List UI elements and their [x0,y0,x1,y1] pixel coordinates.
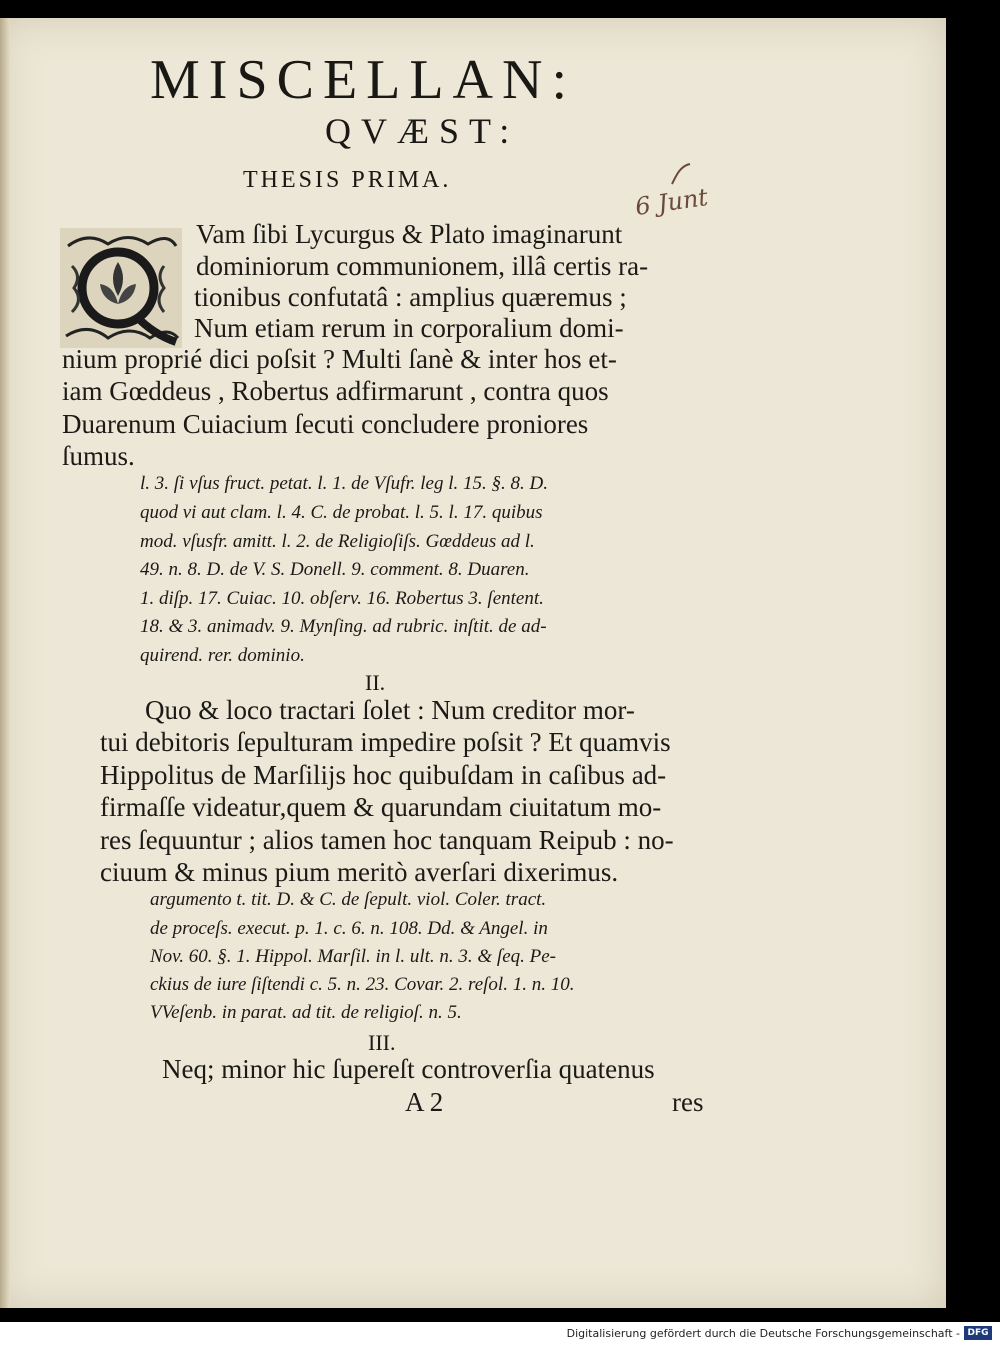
signature-mark: A 2 [405,1087,444,1117]
section-number: II. [365,670,386,695]
body-line: dominiorum communionem, illâ certis ra- [196,251,649,281]
citation-line: quirend. rer. dominio. [140,645,305,666]
body-line: ciuum & minus pium meritò averſari dixerimus. [100,857,619,887]
thesis-heading: THESIS PRIMA. [243,167,452,193]
body-line: tui debitoris ſepulturam impedire poſsit ? Et quamvis [100,727,671,757]
body-line: Num etiam rerum in corporalium domi- [194,313,624,343]
section-number: III. [368,1030,396,1055]
citation-line: 1. diſp. 17. Cuiac. 10. obſerv. 16. Robertus 3. ſentent. [140,588,544,609]
citation-line: quod vi aut clam. l. 4. C. de probat. l. 5. l. 17. quibus [140,502,543,523]
body-line: firmaſſe videatur,quem & quarundam ciuitatum mo- [100,792,662,822]
body-line: iam Gœddeus , Robertus adfirmarunt , contra quos [62,376,609,406]
body-line: Duarenum Cuiacium ſecuti concludere proniores [62,409,589,439]
page-gutter [0,18,10,1308]
catchword: res [672,1087,704,1117]
citation-line: ckius de iure ſiſtendi c. 5. n. 23. Covar. 2. reſol. 1. n. 10. [150,974,575,995]
citation-line: VVeſenb. in parat. ad tit. de religioſ. n. 5. [150,1002,462,1023]
dfg-logo: DFG [964,1326,992,1340]
citation-line: mod. vſusfr. amitt. l. 2. de Religioſiſs. Gœddeus ad l. [140,531,535,552]
handwritten-note: 6 Junt [633,183,710,221]
body-line: tionibus confutatâ : amplius quæremus ; [194,282,627,312]
citation-line: 18. & 3. animadv. 9. Mynſing. ad rubric. inſtit. de ad- [140,616,547,637]
body-line: ſumus. [62,441,135,471]
body-line: Neq; minor hic ſupereſt controverſia quatenus [162,1054,655,1084]
body-line: Vam ſibi Lycurgus & Plato imaginarunt [196,219,623,249]
citation-line: Nov. 60. §. 1. Hippol. Marſil. in l. ult. n. 3. & ſeq. Pe- [150,946,557,967]
citation-line: argumento t. tit. D. & C. de ſepult. viol. Coler. tract. [150,889,547,910]
funding-credit: Digitalisierung gefördert durch die Deutsche Forschungsgemeinschaft - [566,1327,960,1340]
body-line: Hippolitus de Marſilijs hoc quibuſdam in caſibus ad- [100,760,667,790]
body-line: res ſequuntur ; alios tamen hoc tanquam Reipub : no- [100,825,674,855]
citation-line: l. 3. ſi vſus fruct. petat. l. 1. de Vſufr. leg l. 15. §. 8. D. [140,473,548,494]
citation-line: 49. n. 8. D. de V. S. Donell. 9. comment. 8. Duaren. [140,559,530,580]
decorated-initial-q-icon [58,226,184,350]
page-title: MISCELLAN: [150,49,576,111]
page-subtitle: QVÆST: [325,111,520,151]
body-line: Quo & loco tractari ſolet : Num creditor mor- [145,695,635,725]
citation-line: de proceſs. execut. p. 1. c. 6. n. 108. Dd. & Angel. in [150,918,548,939]
body-line: nium proprié dici poſsit ? Multi ſanè & inter hos et- [62,344,617,374]
handwritten-mark-icon [668,162,696,186]
